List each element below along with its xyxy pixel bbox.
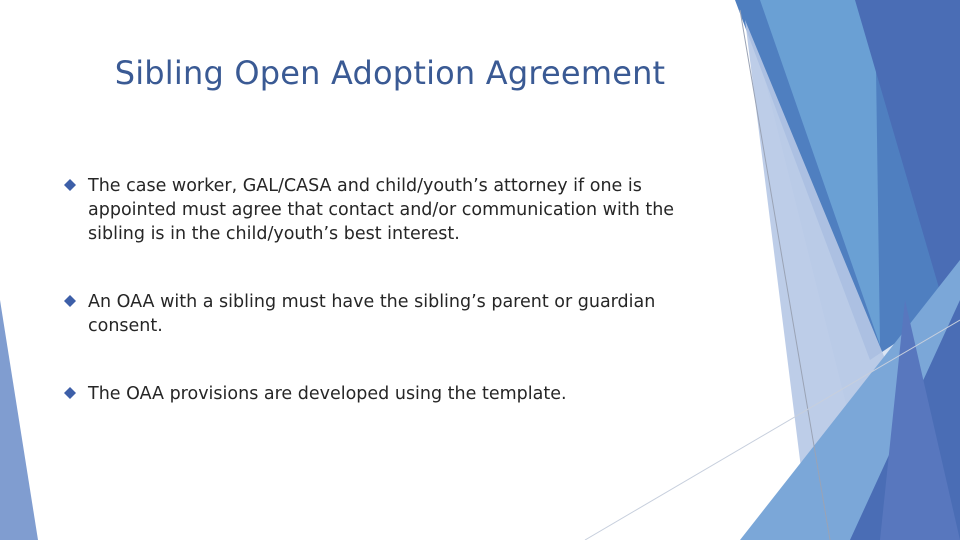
diamond-bullet-icon [64, 174, 88, 246]
bullet-text: An OAA with a sibling must have the sibling’s parent or guardian consent. [88, 292, 656, 336]
left-edge-shape [0, 300, 38, 540]
slide-title: Sibling Open Adoption Agreement [114, 54, 666, 92]
bullet-item [64, 382, 714, 406]
diamond-bullet-icon [64, 290, 88, 338]
diamond-bullet-icon [64, 382, 88, 406]
bullet-item [64, 174, 714, 246]
bullet-item [64, 290, 714, 338]
bullet-text: The case worker, GAL/CASA and child/youth’s attorney if one is appointed must agree that contact and/or communication with the sibling is in the child/youth’s best interest. [88, 176, 675, 244]
bullet-text: The OAA provisions are developed using the template. [88, 384, 567, 404]
